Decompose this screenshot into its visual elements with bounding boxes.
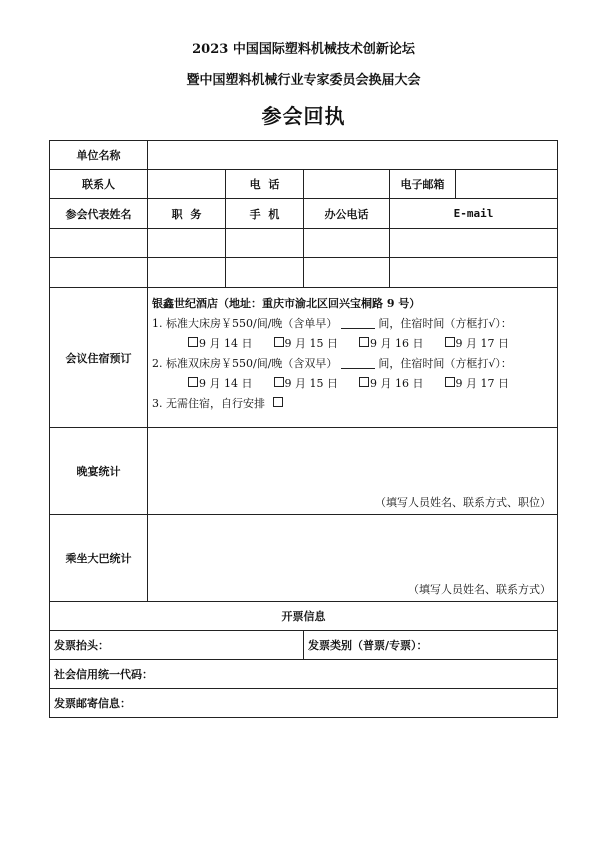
registration-form (49, 140, 558, 718)
room1-quantity-blank[interactable] (341, 315, 375, 329)
invoice-title-label: 发票抬头： (54, 639, 109, 652)
rep-position-cell[interactable] (148, 229, 226, 258)
credit-code-label: 社会信用统一代码： (54, 668, 153, 681)
room2-description: 2. 标准双床房￥550/间/晚（含双早） (152, 357, 338, 370)
bus-row (50, 515, 558, 602)
checkbox-icon[interactable] (359, 337, 369, 347)
email-header: E-mail (390, 199, 558, 229)
dinner-row (50, 428, 558, 515)
checkbox-icon[interactable] (274, 377, 284, 387)
room2-date-option[interactable]: 9 月 17 日 (445, 374, 527, 394)
rep-position-cell[interactable] (148, 258, 226, 288)
rep-email-cell[interactable] (390, 229, 558, 258)
dinner-note: （填写人员姓名、联系方式、职位） (375, 496, 552, 509)
representative-header-row (50, 199, 558, 229)
room1-line (152, 314, 553, 334)
no-lodging-option: 3. 无需住宿，自行安排 (152, 397, 265, 410)
room2-date-option[interactable]: 9 月 16 日 (359, 374, 441, 394)
dinner-field[interactable] (148, 428, 558, 515)
phone-field[interactable] (304, 170, 390, 199)
checkbox-icon[interactable] (188, 377, 198, 387)
invoice-type-label: 发票类别（普票/专票）： (308, 639, 428, 652)
contact-label: 联系人 (50, 170, 148, 199)
rep-mobile-cell[interactable] (226, 258, 304, 288)
email-field[interactable] (456, 170, 558, 199)
room1-date-option[interactable]: 9 月 16 日 (359, 334, 441, 354)
room2-date-option[interactable]: 9 月 15 日 (274, 374, 356, 394)
checkbox-icon[interactable] (188, 337, 198, 347)
room2-date-option[interactable]: 9 月 14 日 (188, 374, 270, 394)
unit-name-field[interactable] (148, 141, 558, 170)
rep-name-cell[interactable] (50, 229, 148, 258)
hotel-name: 银鑫世纪酒店（地址：重庆市渝北区回兴宝桐路 9 号） (152, 297, 421, 310)
representative-row (50, 229, 558, 258)
credit-code-row (50, 660, 558, 689)
checkbox-icon[interactable] (445, 337, 455, 347)
unit-name-label: 单位名称 (50, 141, 148, 170)
forum-title: 2023 中国国际塑料机械技术创新论坛 (192, 42, 415, 57)
email-label: 电子邮箱 (390, 170, 456, 199)
lodging-row (50, 288, 558, 428)
invoice-header-row (50, 602, 558, 631)
room1-dates (152, 334, 553, 354)
checkbox-icon[interactable] (359, 377, 369, 387)
rep-name-cell[interactable] (50, 258, 148, 288)
lodging-label: 会议住宿预订 (50, 288, 148, 428)
checkbox-icon[interactable] (274, 337, 284, 347)
no-lodging-checkbox-icon[interactable] (273, 397, 283, 407)
room2-suffix: 间，住宿时间（方框打√）： (378, 357, 512, 370)
checkbox-icon[interactable] (445, 377, 455, 387)
contact-field[interactable] (148, 170, 226, 199)
bus-field[interactable] (148, 515, 558, 602)
room2-quantity-blank[interactable] (341, 355, 375, 369)
conference-subtitle: 暨中国塑料机械行业专家委员会换届大会 (186, 73, 421, 88)
rep-name-header: 参会代表姓名 (50, 199, 148, 229)
room1-date-option[interactable]: 9 月 14 日 (188, 334, 270, 354)
room1-description: 1. 标准大床房￥550/间/晚（含单早） (152, 317, 338, 330)
credit-code-field[interactable] (50, 660, 558, 689)
position-header: 职 务 (148, 199, 226, 229)
room1-date-option[interactable]: 9 月 15 日 (274, 334, 356, 354)
rep-office-phone-cell[interactable] (304, 229, 390, 258)
room1-date-option[interactable]: 9 月 17 日 (445, 334, 527, 354)
no-lodging-line (152, 394, 553, 414)
room2-line (152, 354, 553, 374)
contact-row (50, 170, 558, 199)
invoice-type-field[interactable] (304, 631, 558, 660)
room2-dates (152, 374, 553, 394)
dinner-label: 晚宴统计 (50, 428, 148, 515)
rep-office-phone-cell[interactable] (304, 258, 390, 288)
representative-row (50, 258, 558, 288)
rep-mobile-cell[interactable] (226, 229, 304, 258)
mailing-field[interactable] (50, 689, 558, 718)
phone-label: 电 话 (226, 170, 304, 199)
invoice-header: 开票信息 (50, 602, 558, 631)
mailing-label: 发票邮寄信息： (54, 697, 131, 710)
rep-email-cell[interactable] (390, 258, 558, 288)
form-title: 参会回执 (261, 104, 346, 128)
bus-label: 乘坐大巴统计 (50, 515, 148, 602)
unit-name-row (50, 141, 558, 170)
bus-note: （填写人员姓名、联系方式） (408, 583, 552, 596)
office-phone-header: 办公电话 (304, 199, 390, 229)
mobile-header: 手 机 (226, 199, 304, 229)
lodging-section (148, 288, 558, 428)
room1-suffix: 间，住宿时间（方框打√）： (378, 317, 512, 330)
invoice-title-field[interactable] (50, 631, 304, 660)
mailing-row (50, 689, 558, 718)
invoice-title-row (50, 631, 558, 660)
